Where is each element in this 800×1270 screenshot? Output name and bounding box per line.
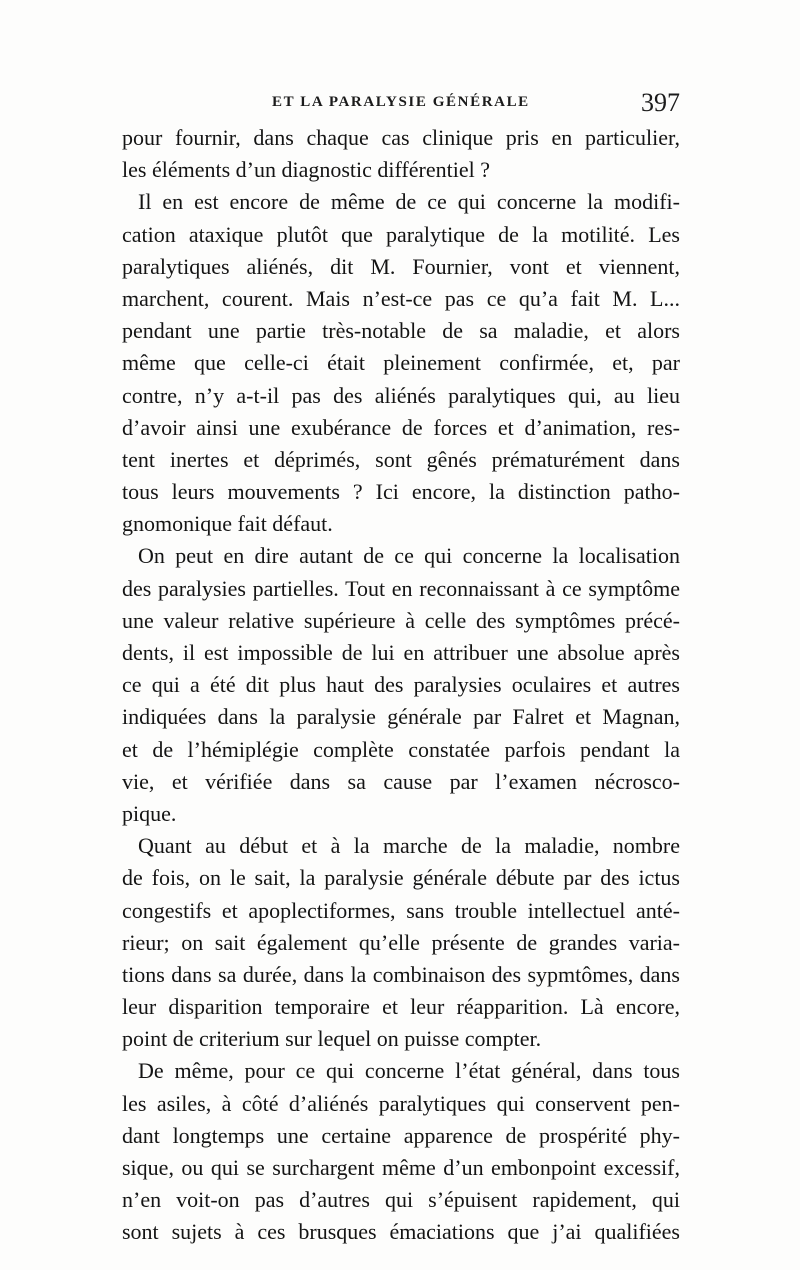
text-line: même que celle-ci était pleinement confirmée, et, par [122, 350, 680, 376]
text-line: ce qui a été dit plus haut des paralysies oculaires et autres [122, 672, 680, 698]
text-line: pendant une partie très-notable de sa maladie, et alors [122, 318, 680, 344]
text-line: De même, pour ce qui concerne l’état général, dans tous [138, 1058, 680, 1084]
text-line: tent inertes et déprimés, sont gênés prématurément dans [122, 446, 680, 472]
text-line: congestifs et apoplectiformes, sans trouble intellectuel anté- [122, 897, 680, 923]
text-line: pour fournir, dans chaque cas clinique pris en particulier, [122, 125, 680, 150]
text-line: d’avoir ainsi une exubérance de forces et d’animation, res- [122, 414, 680, 440]
text-line: dents, il est impossible de lui en attribuer une absolue après [122, 640, 680, 665]
text-line: tions dans sa durée, dans la combinaison des sypmtômes, dans [122, 961, 680, 987]
text-line: tous leurs mouvements ? Ici encore, la distinction patho- [122, 479, 680, 505]
text-line: rieur; on sait également qu’elle présente de grandes varia- [122, 929, 680, 955]
text-line: sont sujets à ces brusques émaciations que j’ai qualifiées [122, 1219, 680, 1245]
text-line: Il en est encore de même de ce qui concerne la modifi- [138, 189, 680, 215]
text-line: dant longtemps une certaine apparence de prospérité phy- [122, 1122, 680, 1148]
text-line: pique. [122, 800, 177, 826]
text-line: une valeur relative supérieure à celle des symptômes précé- [122, 607, 680, 633]
text-line: les asiles, à côté d’aliénés paralytiques qui conservent pen- [122, 1090, 680, 1116]
text-line: paralytiques aliénés, dit M. Fournier, vont et viennent, [122, 253, 680, 279]
running-head [122, 88, 680, 120]
text-line: point de criterium sur lequel on puisse compter. [122, 1026, 542, 1052]
text-line: vie, et vérifiée dans sa cause par l’examen nécrosco- [122, 768, 680, 794]
text-line: et de l’hémiplégie complète constatée parfois pendant la [122, 736, 680, 762]
text-line: des paralysies partielles. Tout en reconnaissant à ce symptôme [122, 575, 680, 601]
text-line: les éléments d’un diagnostic différentiel ? [122, 157, 490, 183]
text-line: marchent, courent. Mais n’est-ce pas ce qu’a fait M. L... [122, 285, 680, 311]
text-line: On peut en dire autant de ce qui concerne la localisation [138, 543, 680, 569]
page-number: 397 [641, 88, 680, 117]
running-title: ET LA PARALYSIE GÉNÉRALE [272, 94, 530, 110]
text-line: indiquées dans la paralysie générale par Falret et Magnan, [122, 704, 680, 730]
text-line: gnomonique fait défaut. [122, 511, 333, 537]
text-line: n’en voit-on pas d’autres qui s’épuisent rapidement, qui [122, 1187, 680, 1213]
text-line: de fois, on le sait, la paralysie générale débute par des ictus [122, 865, 680, 891]
text-line: sique, ou qui se surchargent même d’un embonpoint excessif, [122, 1155, 680, 1180]
text-line: contre, n’y a-t-il pas des aliénés paralytiques qui, au lieu [122, 382, 680, 408]
body-text [122, 122, 680, 1249]
text-line: cation ataxique plutôt que paralytique de la motilité. Les [122, 221, 680, 247]
text-line: Quant au début et à la marche de la maladie, nombre [138, 833, 680, 859]
text-line: leur disparition temporaire et leur réapparition. Là encore, [122, 994, 680, 1020]
